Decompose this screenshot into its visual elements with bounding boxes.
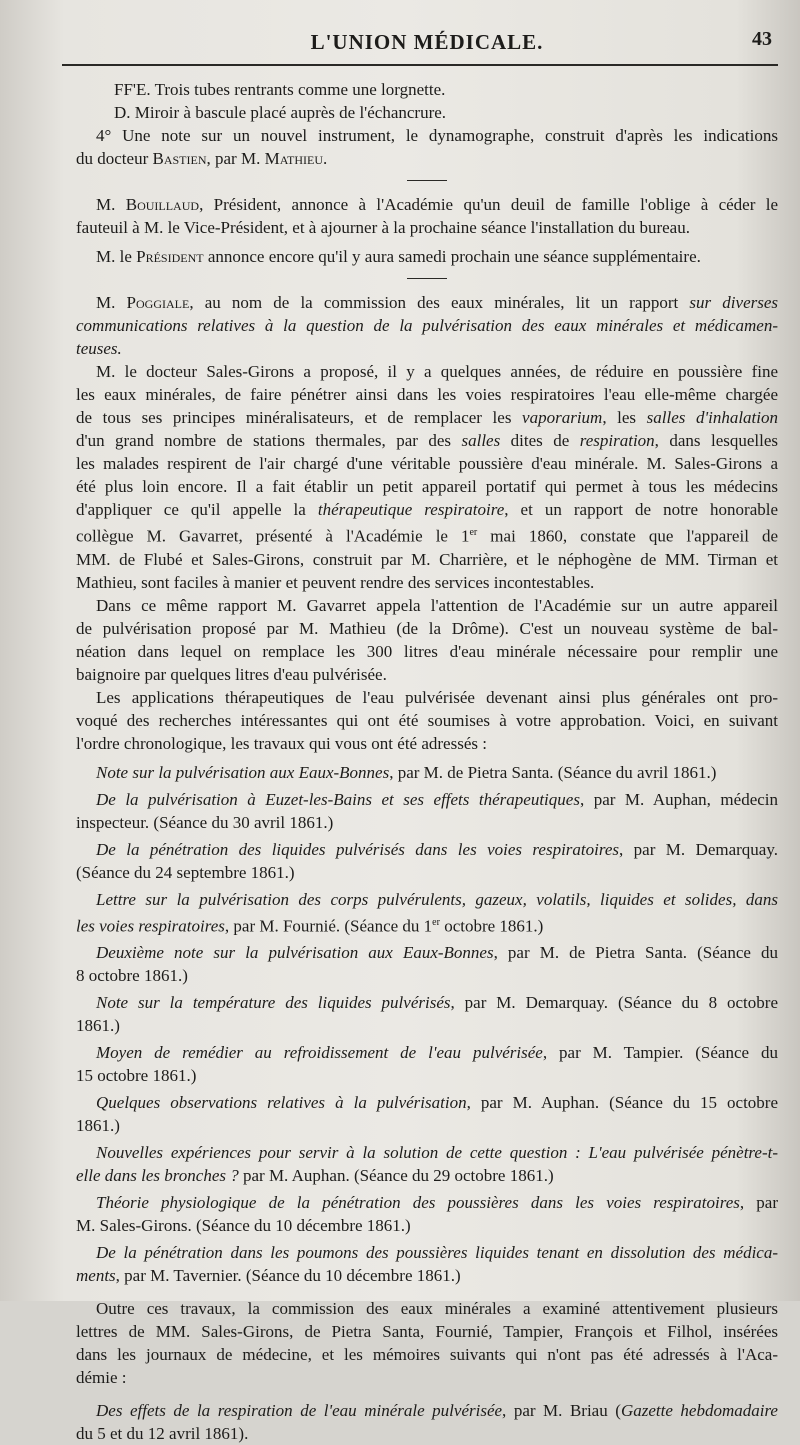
works-list — [76, 761, 778, 1288]
list-item: Nouvelles expériences pour servir à la solution de cette question : L'eau pulvérisée pénètre-t- elle dans les bronches ? par M. Auphan. (Séance du 29 octobre 1861.) — [76, 1143, 778, 1186]
running-title: L'UNION MÉDICALE. — [310, 30, 544, 54]
president-paragraph: M. le Président annonce encore qu'il y aura samedi prochain une séance supplémentaire. — [96, 247, 701, 266]
applications-paragraph: Les applications thérapeutiques de l'eau pulvérisée devenant ainsi plus générales ont pro- voqué des recherches intéressantes qui ont été soumises à votre approbation. Voici, en suivant l'ordre chronologique, les travaux qui vous ont été adressés : — [76, 687, 778, 753]
legend-item-ffe: FF'E. Trois tubes rentrants comme une lorgnette. — [114, 80, 446, 99]
page-header — [76, 28, 778, 58]
list-item: Théorie physiologique de la pénétration des poussières dans les voies respiratoires, par M. Sales-Girons. (Séance du 10 décembre 1861.) — [76, 1193, 778, 1236]
list-item: De la pénétration dans les poumons des poussières liquides tenant en dissolution des médica- ments, par M. Tavernier. (Séance du 10 décembre 1861.) — [76, 1243, 778, 1286]
legend-item-d: D. Miroir à bascule placé auprès de l'échancrure. — [114, 103, 447, 122]
list-item: De la pulvérisation à Euzet-les-Bains et ses effets thérapeutiques, par M. Auphan, médecin inspecteur. (Séance du 30 avril 1861.) — [76, 789, 779, 832]
gavarret-paragraph: Dans ce même rapport M. Gavarret appela l'attention de l'Académie sur un autre appareil de pulvérisation proposé par M. Mathieu (de la Drôme). C'est un nouveau système de bal- néation dans lequel on remplace les 300 litres d'eau minérale nécessaire pour remplir une baignoire par quelques litres d'eau pulvérisée. — [76, 595, 778, 684]
header-rule — [62, 64, 778, 66]
list-item: Quelques observations relatives à la pulvérisation, par M. Auphan. (Séance du 15 octobre 1861.) — [76, 1093, 778, 1136]
outre-paragraph: Outre ces travaux, la commission des eaux minérales a examiné attentivement plusieurs lettres de MM. Sales-Girons, de Pietra Santa, Fournié, Tampier, François et Filhol, insérées dans les journaux de médecine, et les mémoires suivants qui n'ont pas été adressés à l'Aca- démie : — [76, 1299, 778, 1388]
list-item: Moyen de remédier au refroidissement de l'eau pulvérisée, par M. Tampier. (Séance du 15 octobre 1861.) — [76, 1043, 778, 1086]
item-4-line-2: du docteur Bastien, par M. Mathieu. — [76, 149, 328, 168]
section-separator-2 — [407, 278, 447, 279]
list-item: Note sur la pulvérisation aux Eaux-Bonnes, par M. de Pietra Santa. (Séance du avril 1861.) — [96, 762, 717, 782]
list-item: Lettre sur la pulvérisation des corps pulvérulents, gazeux, volatils, liquides et solides, dans les voies respiratoires, par M. Fournié. (Séance du 1er octobre 1861.) — [76, 889, 778, 936]
sales-girons-paragraph: M. le docteur Sales-Girons a proposé, il y a quelques années, de réduire en poussière fine les eaux minérales, de faire pénétrer ainsi dans les voies respiratoires l'eau elle-même chargée de tous ses principes minéralisateurs, et de remplacer les vaporarium, les salles d'inhalation d'un grand nombre de stations thermales, par des salles dites de respiration, dans lesquelles les malades respirent de l'air chargé d'une véritable poussière d'eau minérale. M. Sales-Girons a été plus loin encore. Il a fait établir un petit appareil portatif qui permet à tous les médecins d'appliquer ce qu'il appelle la thérapeutique respiratoire, et un rapport de notre honorable collègue M. Gavarret, présenté à l'Académie le 1er mai 1860, constate que l'appareil de MM. de Flubé et Sales-Girons, construit par M. Charrière, et le néphogène de MM. Tirman et Mathieu, sont faciles à manier et peuvent rendre des services incontestables. — [76, 362, 779, 592]
briau-entry: Des effets de la respiration de l'eau minérale pulvérisée, par M. Briau (Gazette hebdomadaire du 5 et du 12 avril 1861). — [76, 1401, 778, 1444]
bouillaud-paragraph: M. Bouillaud, Président, annonce à l'Académie qu'un deuil de famille l'oblige à céder le fauteuil à M. le Vice-Président, et à ajourner à la prochaine séance l'installation du bureau. — [76, 195, 779, 237]
poggiale-paragraph: M. Poggiale, au nom de la commission des eaux minérales, lit un rapport sur diverses communications relatives à la question de la pulvérisation des eaux minérales et médicamen- teuses. — [76, 293, 779, 358]
item-4-line-1: 4° Une note sur un nouvel instrument, le dynamographe, construit d'après les indications — [96, 126, 778, 145]
section-separator — [407, 180, 447, 181]
list-item: Note sur la température des liquides pulvérisés, par M. Demarquay. (Séance du 8 octobre 1861.) — [76, 993, 778, 1036]
page-number: 43 — [752, 28, 772, 50]
list-item: De la pénétration des liquides pulvérisés dans les voies respiratoires, par M. Demarquay. (Séance du 24 septembre 1861.) — [76, 839, 778, 882]
list-item: Deuxième note sur la pulvérisation aux Eaux-Bonnes, par M. de Pietra Santa. (Séance du 8 octobre 1861.) — [76, 943, 778, 986]
figure-legend-list — [76, 78, 778, 170]
